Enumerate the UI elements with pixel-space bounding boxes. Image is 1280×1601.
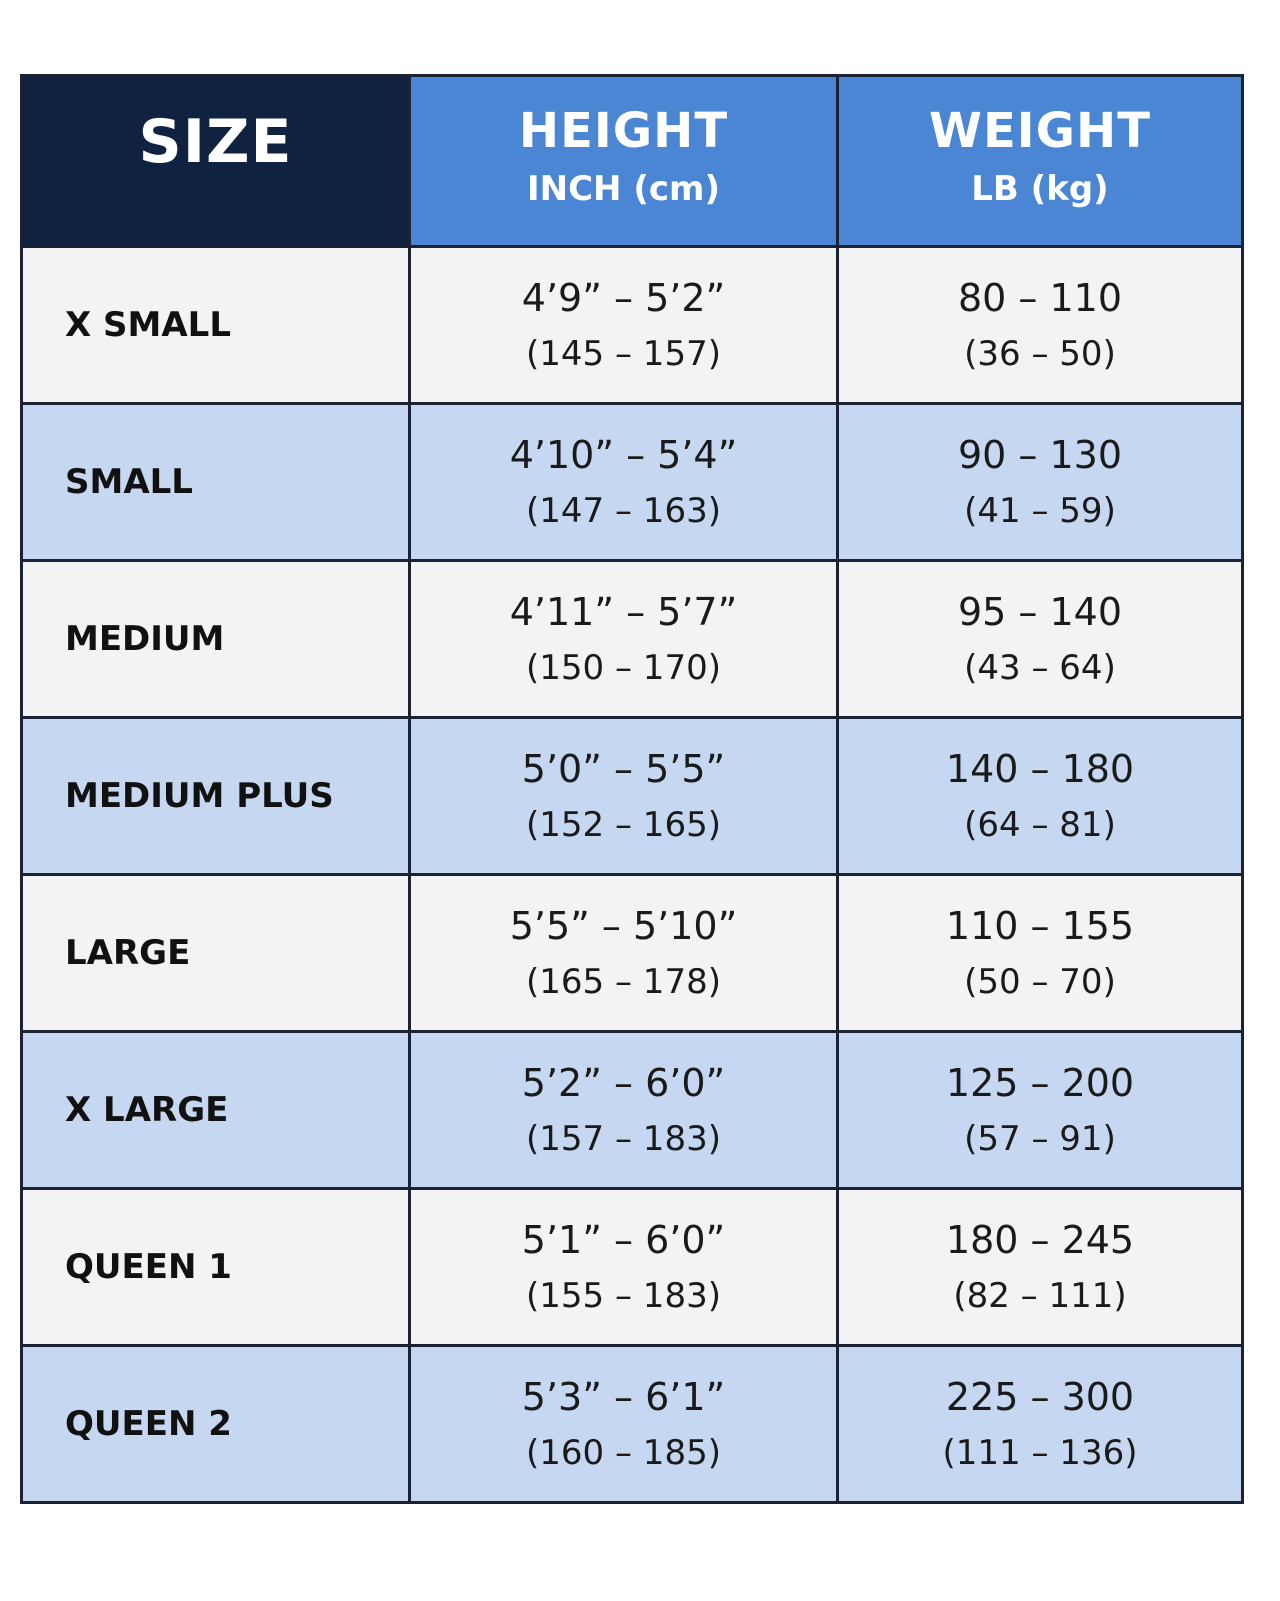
weight-cell [838, 247, 1243, 404]
weight-cell [838, 1189, 1243, 1346]
height-cell [410, 247, 838, 404]
table-row [22, 1189, 1243, 1346]
weight-kg: (41 – 59) [964, 491, 1116, 531]
size-label: QUEEN 2 [22, 1346, 410, 1503]
table-row [22, 561, 1243, 718]
size-label: X LARGE [22, 1032, 410, 1189]
table-row [22, 875, 1243, 1032]
height-inches: 5’3” – 6’1” [521, 1375, 726, 1419]
height-title: HEIGHT [518, 103, 729, 159]
height-cell [410, 561, 838, 718]
height-inches: 5’5” – 5’10” [509, 904, 738, 948]
weight-kg: (43 – 64) [964, 648, 1116, 688]
weight-lb: 80 – 110 [957, 276, 1123, 320]
weight-lb: 110 – 155 [945, 904, 1135, 948]
weight-cell [838, 1346, 1243, 1503]
height-inches: 5’2” – 6’0” [521, 1061, 726, 1105]
height-cell [410, 404, 838, 561]
height-cm: (150 – 170) [526, 648, 721, 688]
table-row [22, 1032, 1243, 1189]
size-label: MEDIUM PLUS [22, 718, 410, 875]
height-column-header [410, 76, 838, 247]
height-cell [410, 718, 838, 875]
size-chart-table [20, 74, 1244, 1504]
size-label: QUEEN 1 [22, 1189, 410, 1346]
height-cm: (147 – 163) [526, 491, 721, 531]
height-cell [410, 1032, 838, 1189]
weight-lb: 140 – 180 [945, 747, 1135, 791]
size-label: MEDIUM [22, 561, 410, 718]
height-unit: INCH (cm) [526, 169, 720, 209]
table-row [22, 404, 1243, 561]
weight-cell [838, 875, 1243, 1032]
height-cell [410, 875, 838, 1032]
height-cell [410, 1346, 838, 1503]
weight-lb: 95 – 140 [957, 590, 1123, 634]
weight-lb: 90 – 130 [957, 433, 1123, 477]
weight-kg: (64 – 81) [964, 805, 1116, 845]
weight-lb: 225 – 300 [945, 1375, 1135, 1419]
weight-cell [838, 1032, 1243, 1189]
height-inches: 5’0” – 5’5” [521, 747, 726, 791]
height-cm: (145 – 157) [526, 334, 721, 374]
height-cm: (155 – 183) [526, 1276, 721, 1316]
weight-unit: LB (kg) [971, 169, 1109, 209]
size-label: X SMALL [22, 247, 410, 404]
height-inches: 4’10” – 5’4” [509, 433, 738, 477]
height-cm: (157 – 183) [526, 1119, 721, 1159]
size-label: SMALL [22, 404, 410, 561]
weight-cell [838, 718, 1243, 875]
size-label: LARGE [22, 875, 410, 1032]
weight-cell [838, 404, 1243, 561]
height-cm: (152 – 165) [526, 805, 721, 845]
height-cm: (160 – 185) [526, 1433, 721, 1473]
height-cm: (165 – 178) [526, 962, 721, 1002]
weight-lb: 125 – 200 [945, 1061, 1135, 1105]
weight-kg: (36 – 50) [964, 334, 1116, 374]
height-inches: 5’1” – 6’0” [521, 1218, 726, 1262]
height-inches: 4’9” – 5’2” [521, 276, 726, 320]
weight-kg: (50 – 70) [964, 962, 1116, 1002]
height-inches: 4’11” – 5’7” [509, 590, 738, 634]
weight-title: WEIGHT [929, 103, 1151, 159]
height-cell [410, 1189, 838, 1346]
weight-cell [838, 561, 1243, 718]
weight-kg: (111 – 136) [942, 1433, 1138, 1473]
table-row [22, 718, 1243, 875]
weight-lb: 180 – 245 [945, 1218, 1135, 1262]
table-row [22, 1346, 1243, 1503]
weight-kg: (82 – 111) [953, 1276, 1127, 1316]
weight-column-header [838, 76, 1243, 247]
header-row [22, 76, 1243, 247]
weight-kg: (57 – 91) [964, 1119, 1116, 1159]
table-row [22, 247, 1243, 404]
size-column-header: SIZE [22, 76, 410, 247]
